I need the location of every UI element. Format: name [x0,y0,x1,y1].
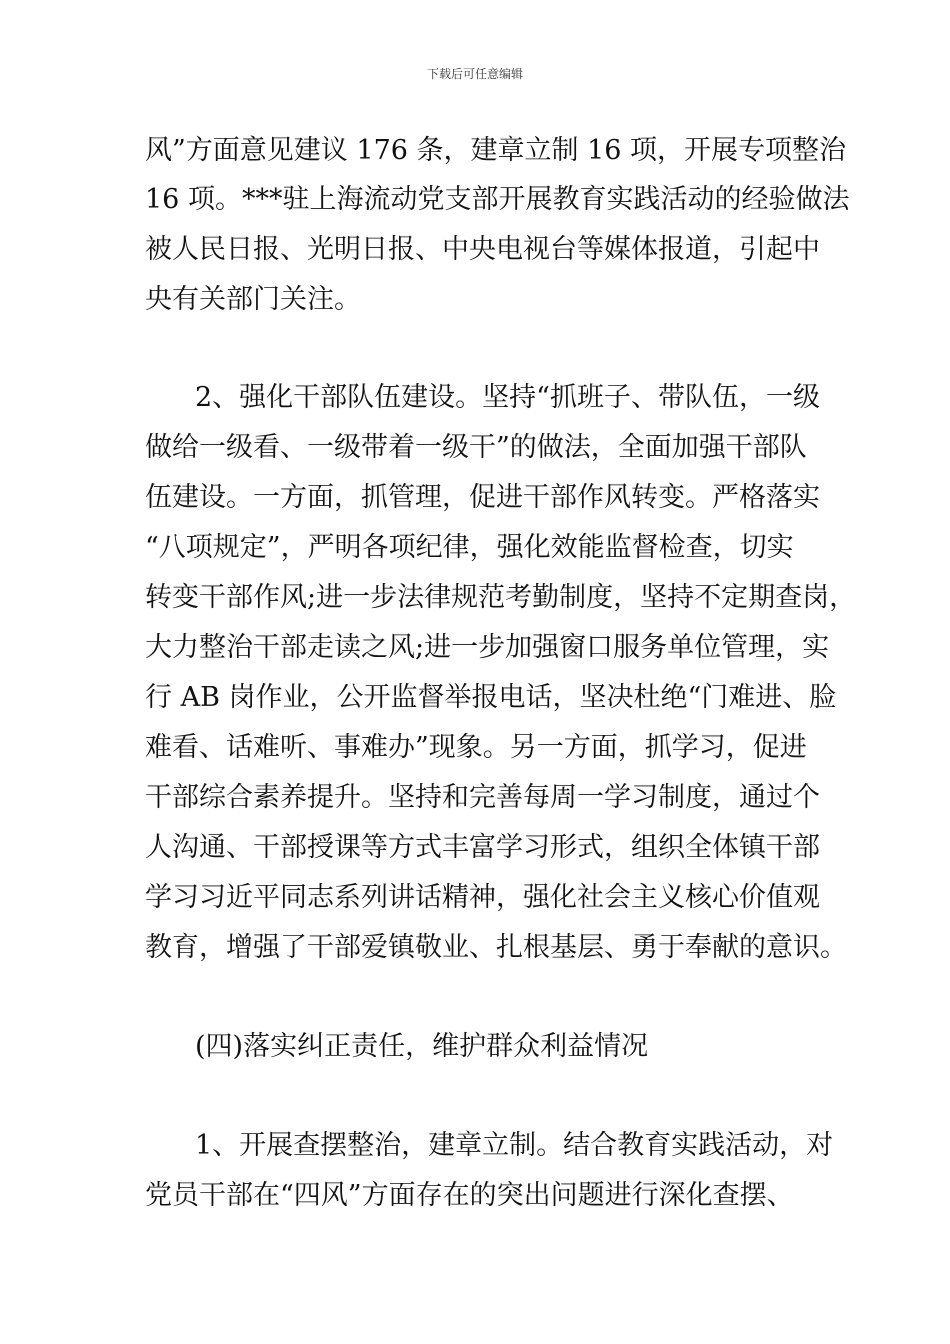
text-line: 1、开展查摆整治，建章立制。结合教育实践活动，对 [195,1130,834,1161]
text-line: 被人民日报、光明日报、中央电视台等媒体报道，引起中 [145,234,820,265]
text-line: 央有关部门关注。 [145,284,361,315]
text-line: 伍建设。一方面，抓管理，促进干部作风转变。严格落实 [145,482,820,513]
text-line: 党员干部在“四风”方面存在的突出问题进行深化查摆、 [145,1180,794,1211]
text-line: “八项规定”，严明各项纪律，强化效能监督检查，切实 [145,532,794,563]
text-line: 学习习近平同志系列讲话精神，强化社会主义核心价值观 [145,882,820,913]
text-line: 人沟通、干部授课等方式丰富学习形式，组织全体镇干部 [145,832,820,863]
text-line: 难看、话难听、事难办”现象。另一方面，抓学习，促进 [145,732,807,763]
text-line: 风”方面意见建议 176 条，建章立制 16 项，开展专项整治 [145,135,847,166]
text-line: 16 项。***驻上海流动党支部开展教育实践活动的经验做法 [145,184,850,215]
text-line: 大力整治干部走读之风;进一步加强窗口服务单位管理，实 [145,632,830,663]
text-line: 干部综合素养提升。坚持和完善每周一学习制度，通过个 [145,782,820,813]
page-header: 下载后可任意编辑 [426,67,523,81]
text-line: 转变干部作风;进一步法律规范考勤制度，坚持不定期查岗， [145,582,857,613]
text-line: 教育，增强了干部爱镇敬业、扎根基层、勇于奉献的意识。 [145,932,847,963]
text-line: 2、强化干部队伍建设。坚持“抓班子、带队伍，一级 [195,382,820,413]
text-line: 做给一级看、一级带着一级干”的做法，全面加强干部队 [145,432,807,463]
text-line: 行 AB 岗作业，公开监督举报电话，坚决杜绝“门难进、脸 [145,682,837,713]
section-heading: (四)落实纠正责任，维护群众利益情况 [195,1031,649,1062]
